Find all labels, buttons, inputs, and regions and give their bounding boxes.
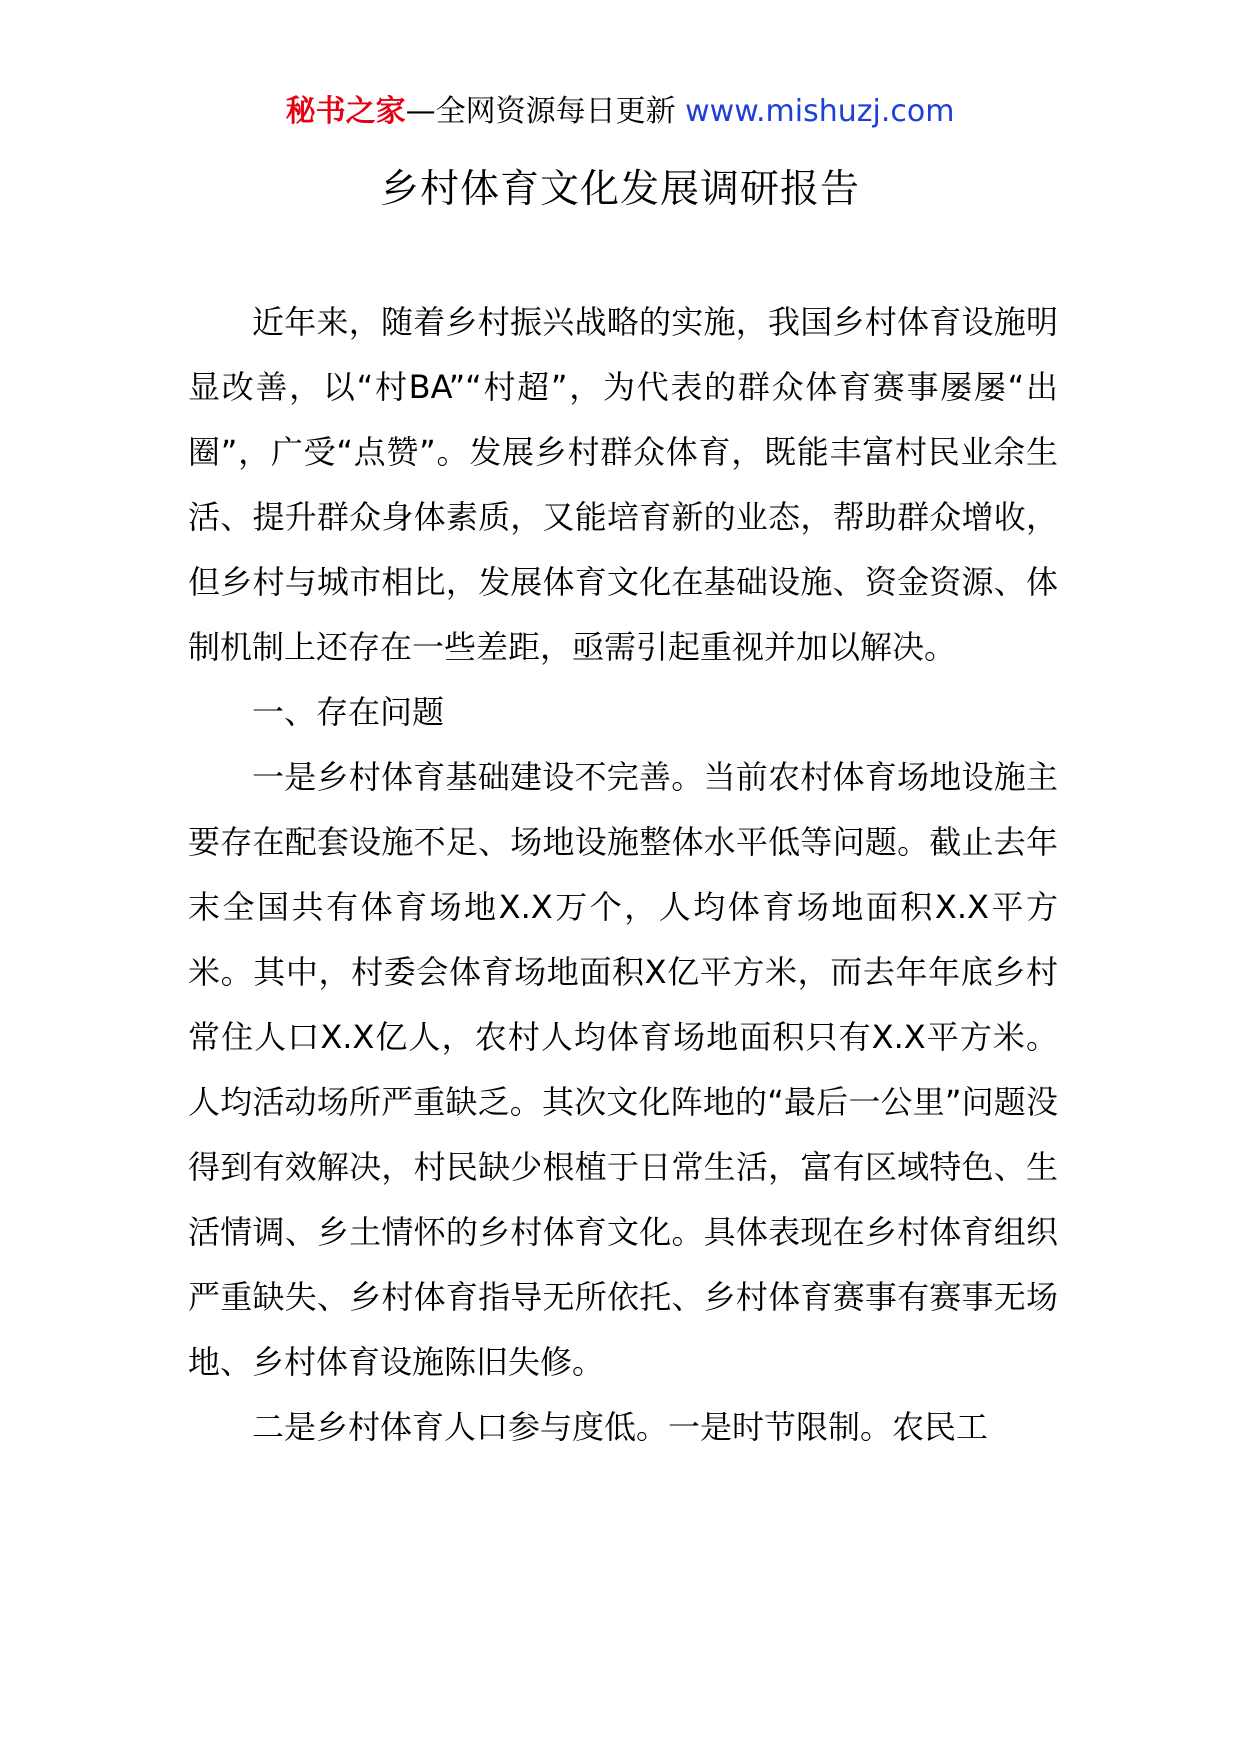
- document-title: 乡村体育文化发展调研报告: [379, 167, 860, 212]
- document-body: [188, 290, 1058, 1460]
- paragraph-intro: 近年来，随着乡村振兴战略的实施，我国乡村体育设施明显改善，以“村BA”“村超”，为代表的群众体育赛事屡屡“出圈”，广受“点赞”。发展乡村群众体育，既能丰富村民业余生活、提升群众身体素质，又能培育新的业态，帮助群众增收，但乡村与城市相比，发展体育文化在基础设施、资金资源、体制机制上还存在一些差距，亟需引起重视并加以解决。: [188, 303, 1058, 666]
- site-tagline: —全网资源每日更新: [405, 94, 686, 129]
- site-url-link[interactable]: www.mishuzj.com: [685, 94, 955, 129]
- site-header: [0, 90, 1240, 134]
- site-brand: 秘书之家: [285, 94, 406, 129]
- paragraph-problem-1: 一是乡村体育基础建设不完善。当前农村体育场地设施主要存在配套设施不足、场地设施整体水平低等问题。截止去年末全国共有体育场地X.X万个，人均体育场地面积X.X平方米。其中，村委会体育场地面积X亿平方米，而去年年底乡村常住人口X.X亿人，农村人均体育场地面积只有X.X平方米。人均活动场所严重缺乏。其次文化阵地的“最后一公里”问题没得到有效解决，村民缺少根植于日常生活，富有区域特色、生活情调、乡土情怀的乡村体育文化。具体表现在乡村体育组织严重缺失、乡村体育指导无所依托、乡村体育赛事有赛事无场地、乡村体育设施陈旧失修。: [188, 758, 1058, 1381]
- paragraph-problem-2: 二是乡村体育人口参与度低。一是时节限制。农民工: [252, 1408, 989, 1446]
- section-heading: 一、存在问题: [252, 693, 445, 731]
